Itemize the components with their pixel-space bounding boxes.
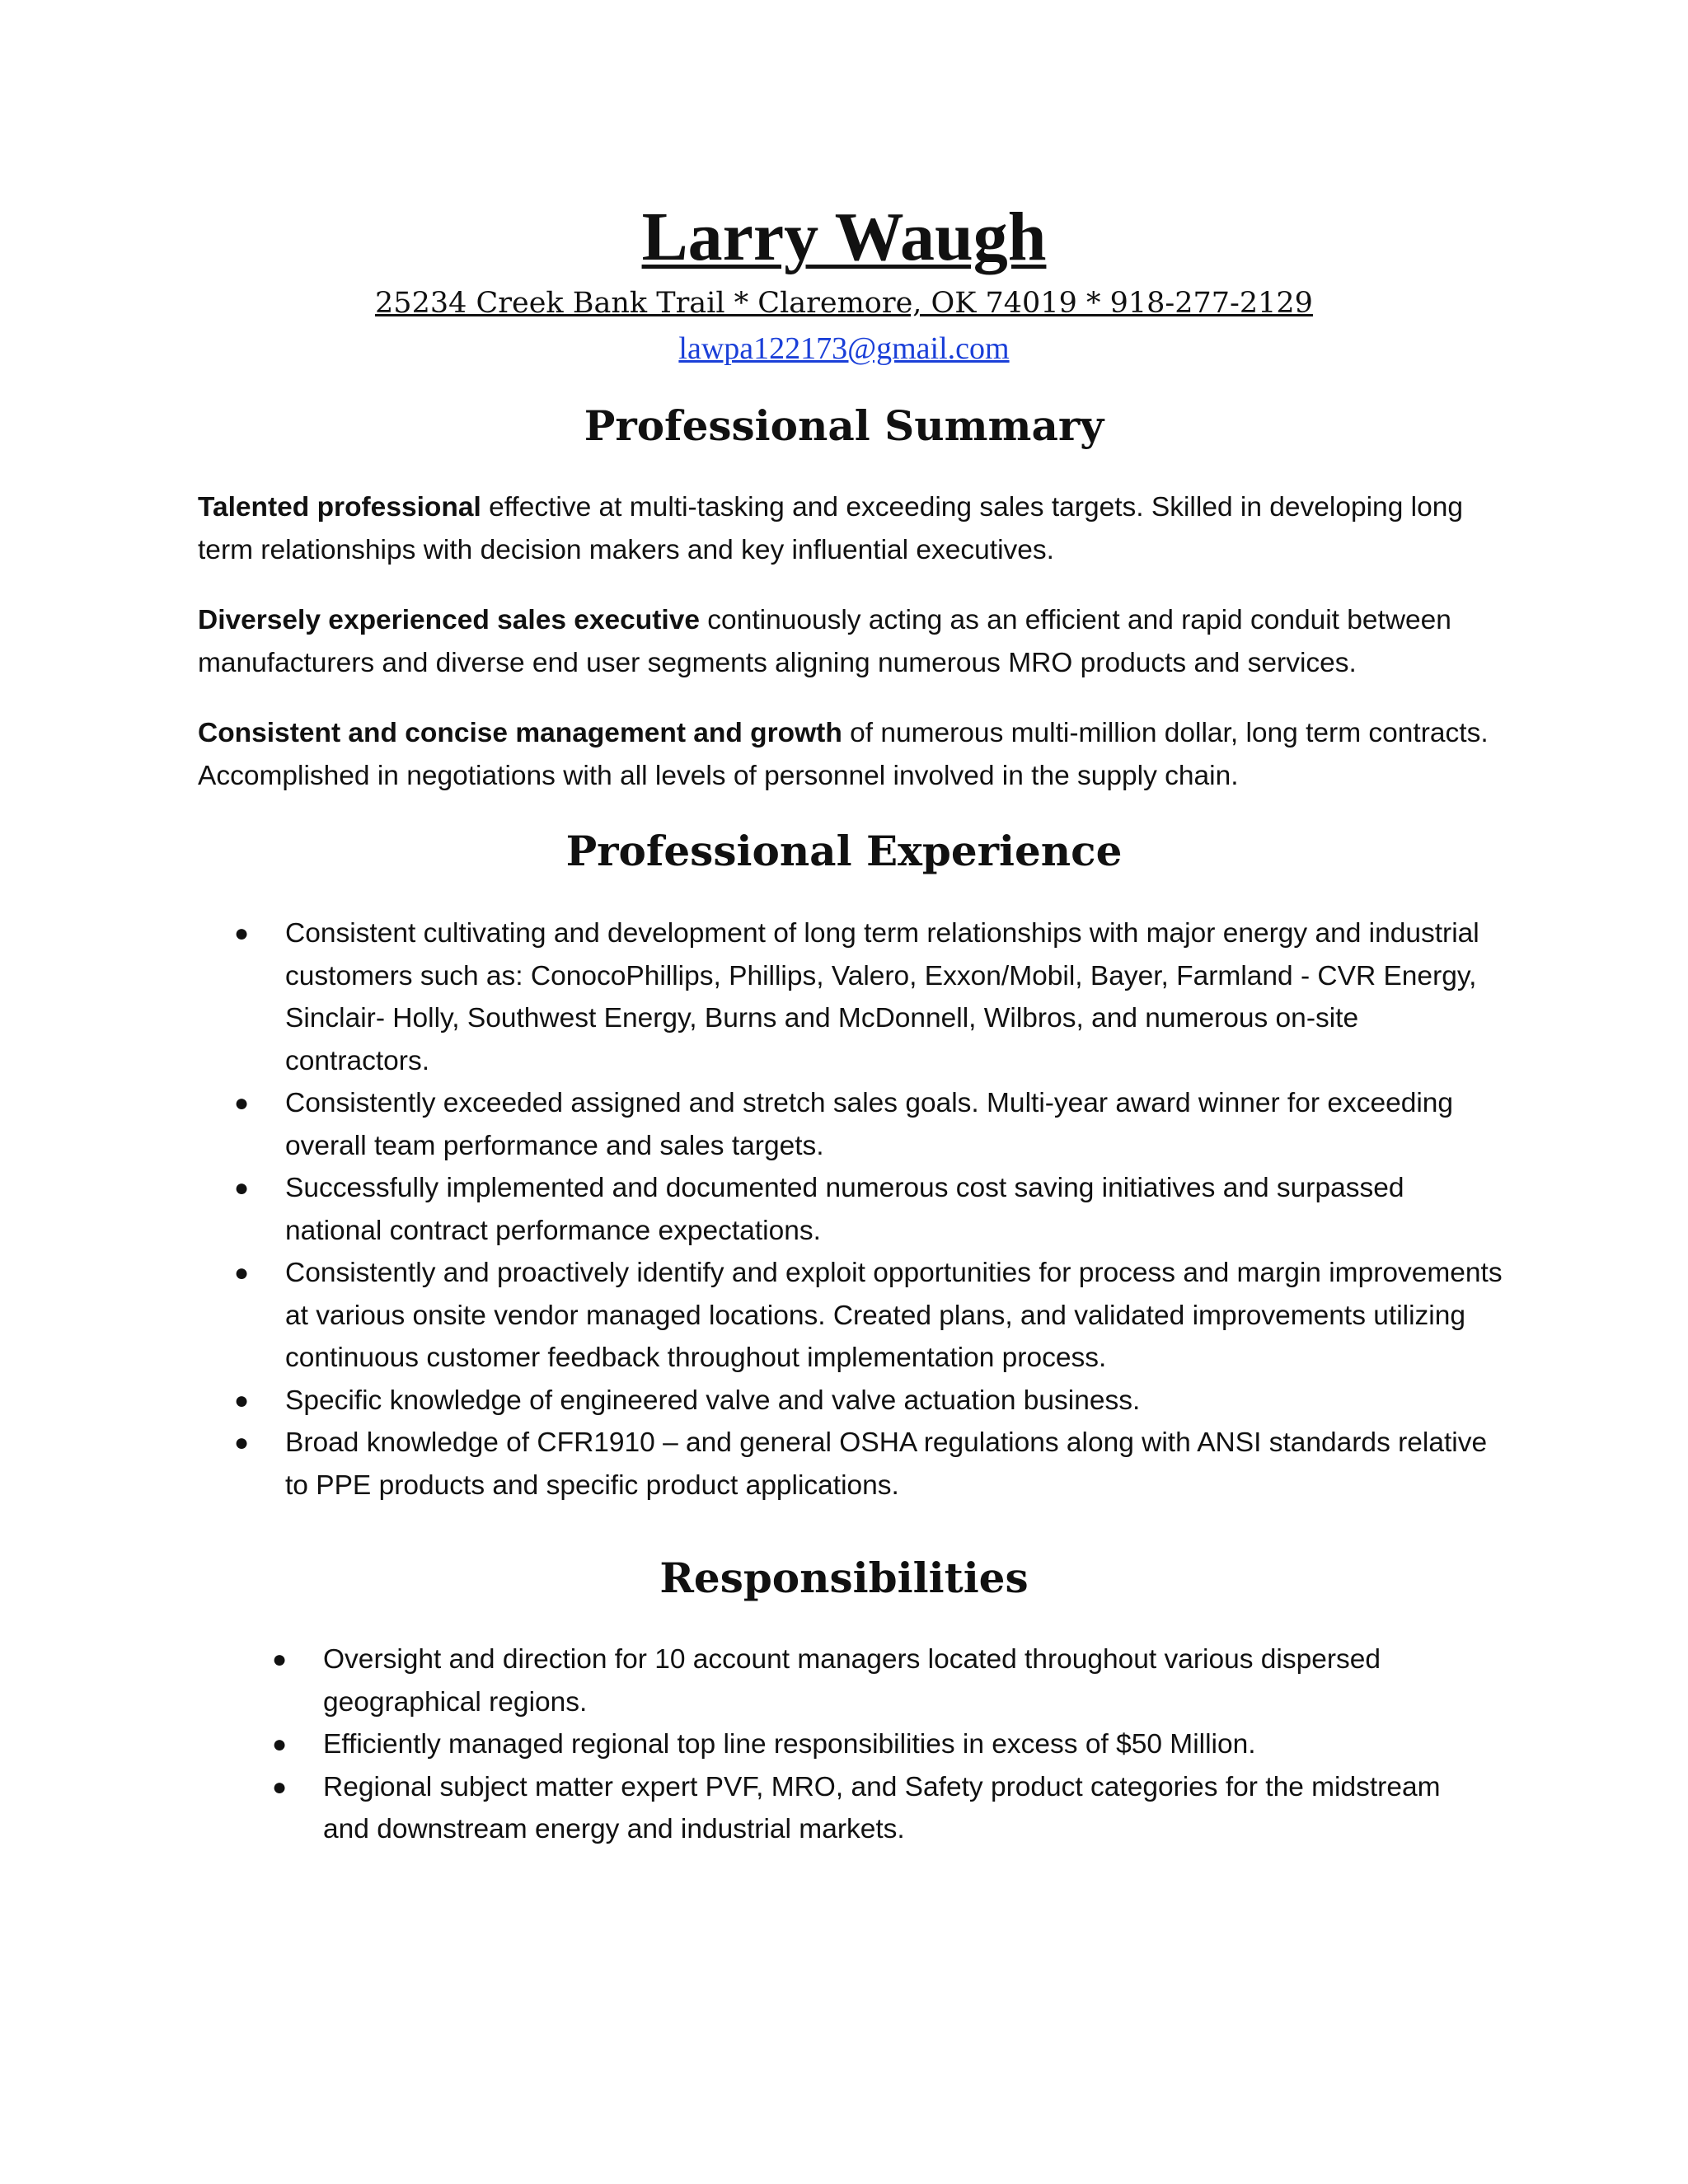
summary-paragraph-2-text: continuously acting as an efficient and rapid conduit between manufacturers and diverse end user segments aligning numerous MRO products and services.: [198, 605, 1451, 678]
email-link[interactable]: lawpa122173@gmail.com: [678, 331, 1010, 366]
list-item: [234, 912, 1505, 1082]
summary-heading: Professional Summary: [584, 401, 1104, 450]
list-item: [272, 1638, 1477, 1723]
experience-item-text: Successfully implemented and documented numerous cost saving initiatives and surpassed national contract performance expectations.: [285, 1173, 1404, 1246]
responsibilities-list: [272, 1638, 1477, 1851]
list-item: [234, 1380, 1505, 1422]
bullet-icon: ●: [272, 1773, 288, 1801]
bullet-icon: ●: [234, 1259, 250, 1286]
list-item: [234, 1252, 1505, 1380]
experience-item-text: Specific knowledge of engineered valve and valve actuation business.: [285, 1385, 1141, 1416]
summary-paragraph-3: [198, 712, 1508, 798]
summary-paragraph-2-lead: Diversely experienced sales executive: [198, 605, 700, 635]
experience-list: [234, 912, 1505, 1507]
experience-item-text: Broad knowledge of CFR1910 – and general OSHA regulations along with ANSI standards relative to PPE products and specific product applications.: [285, 1427, 1488, 1501]
summary-paragraph-3-text: of numerous multi-million dollar, long term contracts. Accomplished in negotiations with all levels of personnel involved in the supply chain.: [198, 718, 1489, 791]
bullet-icon: ●: [234, 1174, 250, 1202]
contact-address-line: 25234 Creek Bank Trail * Claremore, OK 74019 * 918-277-2129: [375, 287, 1313, 320]
experience-item-text: Consistently exceeded assigned and stretch sales goals. Multi-year award winner for exceeding overall team performance and sales targets.: [285, 1088, 1454, 1161]
summary-paragraph-2: [198, 599, 1508, 685]
experience-item-text: Consistent cultivating and development of long term relationships with major energy and industrial customers such as: ConocoPhillips, Phillips, Valero, Exxon/Mobil, Bayer, Farmland - CVR Energy, Sinclair- Holly, Southwest Energy, Burns and McDonnell, Wilbros, and numerous on-site contractors.: [285, 918, 1479, 1076]
bullet-icon: ●: [272, 1646, 288, 1673]
responsibility-item-text: Efficiently managed regional top line responsibilities in excess of $50 Million.: [323, 1729, 1256, 1760]
list-item: [272, 1766, 1477, 1851]
list-item: [234, 1082, 1505, 1167]
experience-item-text: Consistently and proactively identify and exploit opportunities for process and margin improvements at various onsite vendor managed locations. Created plans, and validated improvements utilizing continuous customer feedback throughout implementation process.: [285, 1258, 1503, 1373]
bullet-icon: ●: [234, 1090, 250, 1117]
bullet-icon: ●: [234, 920, 250, 947]
summary-paragraph-1-text: effective at multi-tasking and exceeding sales targets. Skilled in developing long term relationships with decision makers and key influential executives.: [198, 492, 1463, 565]
list-item: [234, 1167, 1505, 1252]
bullet-icon: ●: [234, 1429, 250, 1456]
summary-paragraph-1-lead: Talented professional: [198, 492, 481, 523]
responsibilities-heading: Responsibilities: [659, 1554, 1029, 1602]
contact-email: [0, 328, 1688, 369]
responsibility-item-text: Oversight and direction for 10 account managers located throughout various dispersed geographical regions.: [323, 1644, 1381, 1718]
bullet-icon: ●: [272, 1731, 288, 1758]
list-item: [234, 1422, 1505, 1507]
list-item: [272, 1723, 1477, 1766]
summary-paragraph-1: [198, 486, 1508, 572]
experience-heading: Professional Experience: [565, 827, 1123, 875]
responsibility-item-text: Regional subject matter expert PVF, MRO, and Safety product categories for the midstream and downstream energy and industrial markets.: [323, 1771, 1441, 1844]
candidate-name: Larry Waugh: [641, 199, 1047, 275]
summary-paragraph-3-lead: Consistent and concise management and growth: [198, 718, 842, 748]
bullet-icon: ●: [234, 1386, 250, 1414]
